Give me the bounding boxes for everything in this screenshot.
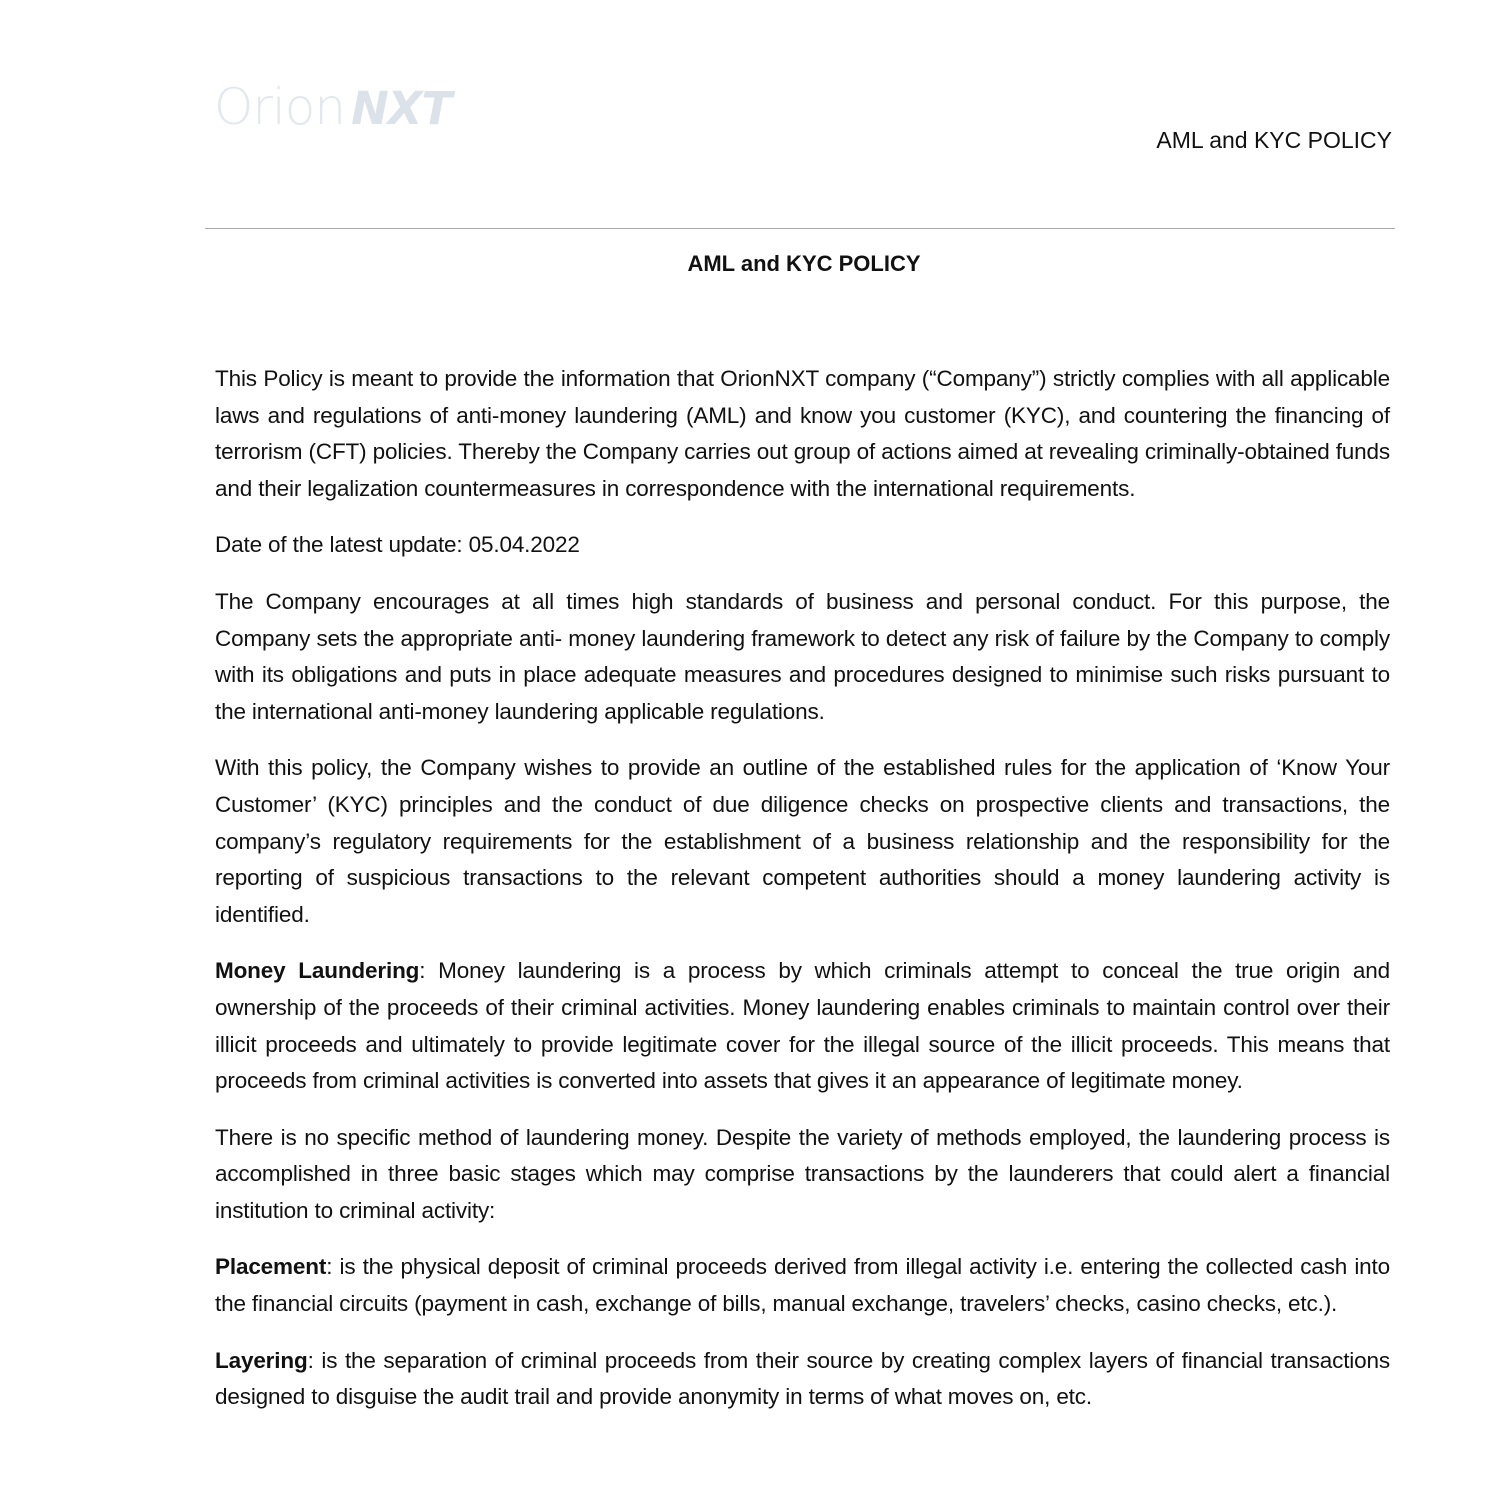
paragraph-text: The Company encourages at all times high standards of business and personal conduct. For this purpose, the Company sets the appropriate anti- money laundering framework to detect any risk of failure by the Company to comply with its obligations and puts in place adequate measures and procedures designed to minimise such risks pursuant to the international anti-money laundering applicable regulations. [215,588,1390,724]
term-layering: Layering [215,1347,308,1373]
company-logo [214,78,451,138]
logo-text-bold: NXT [351,82,452,135]
running-header-title: AML and KYC POLICY [1156,127,1392,153]
term-money-laundering: Money Laundering [215,958,420,984]
paragraph-methods [215,1120,1390,1230]
logo-text-light: Orion [214,78,346,136]
paragraph-text: Date of the latest update: 05.04.2022 [215,532,580,558]
paragraph-kyc-outline [215,750,1390,933]
document-body [215,361,1390,1436]
paragraph-text: There is no specific method of laundering money. Despite the variety of methods employed, the laundering process is accomplished in three basic stages which may comprise transactions by the launderers that could alert a financial institution to criminal activity: [215,1124,1390,1223]
paragraph-text: : is the separation of criminal proceeds from their source by creating complex layers of financial transactions designed to disguise the audit trail and provide anonymity in terms of what moves on, etc. [215,1347,1390,1410]
paragraph-text: : Money laundering is a process by which criminals attempt to conceal the true origin and ownership of the proceeds of their criminal activities. Money laundering enables criminals to maintain control over their illicit proceeds and ultimately to provide legitimate cover for the illegal source of the illicit proceeds. This means that proceeds from criminal activities is converted into assets that gives it an appearance of legitimate money. [215,958,1390,1094]
paragraph-standards [215,584,1390,730]
term-placement: Placement [215,1254,327,1280]
paragraph-money-laundering [215,953,1390,1099]
paragraph-text: With this policy, the Company wishes to provide an outline of the established rules for the application of ‘Know Your Customer’ (KYC) principles and the conduct of due diligence checks on prospective clients and transactions, the company’s regulatory requirements for the establishment of a business relationship and the responsibility for the reporting of suspicious transactions to the relevant competent authorities should a money laundering activity is identified. [215,755,1390,927]
paragraph-text: This Policy is meant to provide the information that OrionNXT company (“Company”) strictly complies with all applicable laws and regulations of anti-money laundering (AML) and know you customer (KYC), and countering the financing of terrorism (CFT) policies. Thereby the Company carries out group of actions aimed at revealing criminally-obtained funds and their legalization countermeasures in correspondence with the international requirements. [215,366,1390,501]
document-title: AML and KYC POLICY [687,251,921,276]
paragraph-intro [215,361,1390,507]
header-divider [205,228,1395,229]
paragraph-text: : is the physical deposit of criminal proceeds derived from illegal activity i.e. entering the collected cash into the financial circuits (payment in cash, exchange of bills, manual exchange, travelers’ checks, casino checks, etc.). [215,1254,1390,1317]
paragraph-placement [215,1249,1390,1322]
paragraph-layering [215,1343,1390,1416]
paragraph-update-date [215,527,1390,564]
